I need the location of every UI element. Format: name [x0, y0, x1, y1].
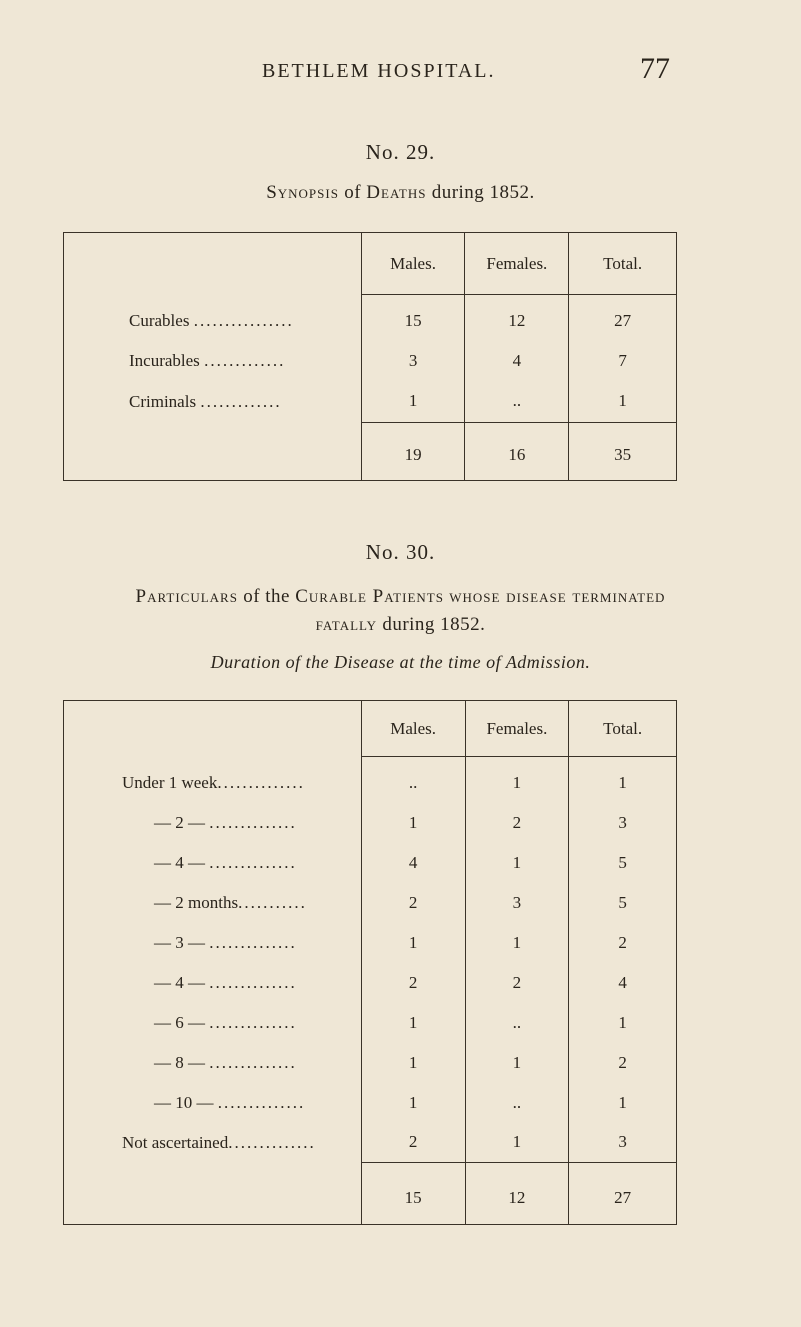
cell-males: 2 — [361, 963, 465, 1003]
cell-total: 3 — [569, 1123, 677, 1163]
row-label: — 10 — — [154, 1092, 214, 1112]
table2-number: No. 30. — [365, 540, 436, 564]
cell-females: 4 — [465, 341, 569, 381]
cell-total: 2 — [569, 1043, 677, 1083]
cell-females: 1 — [465, 763, 569, 803]
table-row: — 10 — .............. 1 .. 1 — [64, 1083, 677, 1123]
totals-row — [64, 431, 677, 481]
cell-males: 1 — [361, 803, 465, 843]
cell-males: 15 — [361, 301, 465, 341]
cell-males: 1 — [361, 1043, 465, 1083]
table2-caption-line2: fatally during 1852. — [315, 614, 486, 635]
page-number: 77 — [640, 52, 670, 85]
header-males: Males. — [361, 701, 465, 757]
table-header-row — [64, 233, 677, 295]
total-females: 16 — [465, 431, 569, 481]
row-label: — 2 — — [154, 812, 205, 832]
running-head — [0, 52, 801, 92]
table-row: — 4 — .............. 2 2 4 — [64, 963, 677, 1003]
cell-total: 5 — [569, 883, 677, 923]
header-blank — [64, 233, 362, 295]
row-label: — 4 — — [154, 972, 205, 992]
cell-total: 7 — [569, 341, 677, 381]
cell-males: 1 — [361, 1083, 465, 1123]
row-label: Incurables — [129, 350, 200, 370]
cell-females: 1 — [465, 1043, 569, 1083]
total-females: 12 — [465, 1173, 569, 1225]
header-total: Total. — [569, 701, 677, 757]
total-total: 35 — [569, 431, 677, 481]
cell-females: 1 — [465, 1123, 569, 1163]
table-row: Not ascertained.............. 2 1 3 — [64, 1123, 677, 1163]
row-label: — 3 — — [154, 932, 205, 952]
table-row: Under 1 week.............. .. 1 1 — [64, 763, 677, 803]
cell-total: 3 — [569, 803, 677, 843]
cell-females: .. — [465, 1083, 569, 1123]
cell-total: 4 — [569, 963, 677, 1003]
cell-males: 3 — [361, 341, 465, 381]
header-males: Males. — [361, 233, 465, 295]
table2-caption-line1: Particulars of the Curable Patients whose disease terminated — [135, 586, 666, 607]
total-males: 19 — [361, 431, 465, 481]
row-label: — 2 months — [154, 892, 239, 912]
cell-males: .. — [361, 763, 465, 803]
row-label: — 4 — — [154, 852, 205, 872]
row-label: — 8 — — [154, 1052, 205, 1072]
cell-total: 2 — [569, 923, 677, 963]
totals-rule — [64, 1163, 677, 1173]
cell-males: 4 — [361, 843, 465, 883]
cell-females: 2 — [465, 803, 569, 843]
row-label: — 6 — — [154, 1012, 205, 1032]
cell-females: 2 — [465, 963, 569, 1003]
row-label: Criminals — [129, 391, 197, 411]
cell-total: 1 — [569, 1083, 677, 1123]
cell-males: 1 — [361, 1003, 465, 1043]
row-label: Under 1 week — [122, 772, 218, 792]
table2-subtitle: Duration of the Disease at the time of Admission. — [210, 652, 591, 672]
table-header-row — [64, 701, 677, 757]
cell-total: 1 — [569, 381, 677, 423]
cell-females: 1 — [465, 923, 569, 963]
header-females: Females. — [465, 233, 569, 295]
header-females: Females. — [465, 701, 569, 757]
running-head-title: BETHLEM HOSPITAL. — [262, 60, 496, 82]
cell-males: 1 — [361, 923, 465, 963]
cell-females: .. — [465, 1003, 569, 1043]
duration-of-disease-table — [63, 700, 677, 1225]
cell-males: 2 — [361, 1123, 465, 1163]
cell-total: 1 — [569, 1003, 677, 1043]
cell-females: .. — [465, 381, 569, 423]
table-row: Incurables ............. 3 4 7 — [64, 341, 677, 381]
table-row: — 2 months........... 2 3 5 — [64, 883, 677, 923]
table-row: Criminals ............. 1 .. 1 — [64, 381, 677, 423]
table-row: — 4 — .............. 4 1 5 — [64, 843, 677, 883]
table-row: — 6 — .............. 1 .. 1 — [64, 1003, 677, 1043]
cell-males: 2 — [361, 883, 465, 923]
table-row: Curables ................ 15 12 27 — [64, 301, 677, 341]
table-row: — 8 — .............. 1 1 2 — [64, 1043, 677, 1083]
cell-total: 1 — [569, 763, 677, 803]
header-total: Total. — [569, 233, 677, 295]
cell-total: 5 — [569, 843, 677, 883]
totals-rule — [64, 423, 677, 431]
total-total: 27 — [569, 1173, 677, 1225]
cell-females: 3 — [465, 883, 569, 923]
total-males: 15 — [361, 1173, 465, 1225]
table-row: — 2 — .............. 1 2 3 — [64, 803, 677, 843]
table-row: — 3 — .............. 1 1 2 — [64, 923, 677, 963]
deaths-synopsis-table — [63, 232, 677, 481]
row-label: Not ascertained — [122, 1132, 229, 1152]
table1-number: No. 29. — [365, 140, 436, 164]
totals-row — [64, 1173, 677, 1225]
header-blank — [64, 701, 362, 757]
cell-females: 12 — [465, 301, 569, 341]
cell-males: 1 — [361, 381, 465, 423]
table1-caption: Synopsis of Deaths during 1852. — [266, 182, 535, 203]
cell-total: 27 — [569, 301, 677, 341]
cell-females: 1 — [465, 843, 569, 883]
row-label: Curables — [129, 310, 190, 330]
